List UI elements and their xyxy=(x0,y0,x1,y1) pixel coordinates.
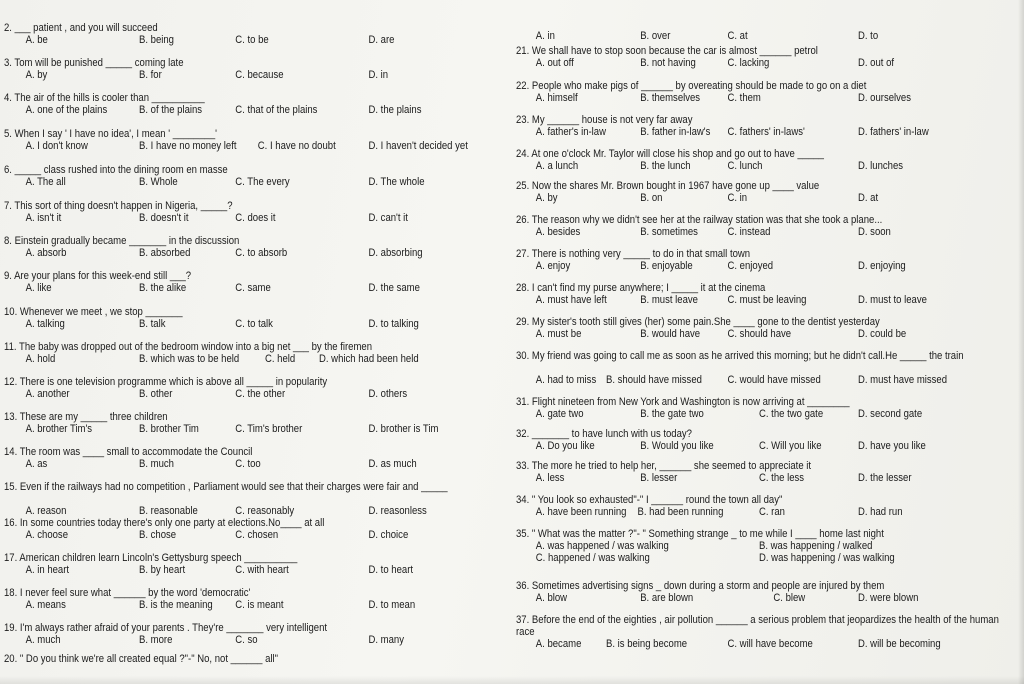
option-c[interactable]: C. would have missed xyxy=(727,374,821,386)
option-c[interactable]: C. held xyxy=(265,353,296,365)
option-a[interactable]: A. himself xyxy=(535,92,578,104)
option-d[interactable]: D. had run xyxy=(858,506,903,518)
question-stem: 23. My ______ house is not very far away xyxy=(516,114,693,126)
option-b[interactable]: B. Whole xyxy=(139,176,178,188)
question-26 xyxy=(516,214,971,238)
question-stem: 12. There is one television programme which is above all _____ in popularity xyxy=(4,376,328,388)
question-7 xyxy=(4,200,454,224)
question-stem: 3. Tom will be punished _____ coming late xyxy=(4,57,184,69)
option-d[interactable]: D. choice xyxy=(368,529,409,541)
option-a[interactable]: A. in xyxy=(535,30,555,42)
option-a[interactable]: A. means xyxy=(25,599,66,611)
question-19 xyxy=(4,622,454,646)
question-11 xyxy=(4,341,454,365)
question-3 xyxy=(4,57,454,81)
option-b[interactable]: B. chose xyxy=(139,529,177,541)
option-c[interactable]: C. The every xyxy=(235,176,290,188)
option-a[interactable]: A. Do you like xyxy=(535,440,595,452)
option-b[interactable]: B. more xyxy=(139,634,173,646)
option-b[interactable]: B. themselves xyxy=(640,92,701,104)
option-d[interactable]: D. absorbing xyxy=(368,247,423,259)
options-row xyxy=(4,634,454,646)
question-28 xyxy=(516,282,971,306)
question-stem: 26. The reason why we didn't see her at the railway station was that she took a plane... xyxy=(516,214,883,226)
option-b[interactable]: B. not having xyxy=(640,57,696,69)
question-stem: 6. _____ class rushed into the dining room en masse xyxy=(4,164,228,176)
option-d[interactable]: D. are xyxy=(368,34,395,46)
question-stem: 10. Whenever we meet , we stop _______ xyxy=(4,306,183,318)
question-stem: 17. American children learn Lincoln's Gettysburg speech __________ xyxy=(4,552,298,564)
option-d[interactable]: D. will be becoming xyxy=(858,638,941,650)
question-4 xyxy=(4,92,454,116)
option-b[interactable]: B. enjoyable xyxy=(640,260,693,272)
option-d[interactable]: D. to mean xyxy=(368,599,416,611)
option-b[interactable]: B. talk xyxy=(139,318,166,330)
options-row xyxy=(4,458,454,470)
option-d[interactable]: D. others xyxy=(368,388,408,400)
option-a[interactable]: A. another xyxy=(25,388,70,400)
options-row xyxy=(4,104,454,116)
option-b[interactable]: B. is the meaning xyxy=(139,599,213,611)
option-d[interactable]: D. was happening / was walking xyxy=(759,552,895,564)
option-d[interactable]: D. in xyxy=(368,69,389,81)
option-a[interactable]: A. isn't it xyxy=(25,212,62,224)
option-c[interactable]: C. I have no doubt xyxy=(257,140,336,152)
options-row xyxy=(4,599,454,611)
option-a[interactable]: A. reason xyxy=(25,505,67,517)
question-stem: 27. There is nothing very _____ to do in that small town xyxy=(516,248,751,260)
option-a[interactable]: A. much xyxy=(25,634,61,646)
question-20 xyxy=(4,653,454,665)
option-d[interactable]: D. at xyxy=(858,192,879,204)
option-a[interactable]: A. brother Tim's xyxy=(25,423,93,435)
option-b[interactable]: B. was happening / walked xyxy=(759,540,873,552)
option-a[interactable]: A. absorb xyxy=(25,247,67,259)
options-row xyxy=(4,140,468,152)
options-row xyxy=(516,160,971,172)
option-c[interactable]: C. Tim's brother xyxy=(235,423,303,435)
option-b[interactable]: B. is being become xyxy=(606,638,688,650)
question-stem: 15. Even if the railways had no competition , Parliament would see that their charges were fair and _____ xyxy=(4,481,448,493)
option-c[interactable]: C. to talk xyxy=(235,318,273,330)
question-37 xyxy=(516,614,999,650)
option-d[interactable]: D. must have missed xyxy=(858,374,948,386)
options-row xyxy=(4,564,454,576)
option-c[interactable]: C. that of the plains xyxy=(235,104,318,116)
option-b[interactable]: B. much xyxy=(139,458,174,470)
option-d[interactable]: D. lunches xyxy=(858,160,904,172)
option-a[interactable]: A. enjoy xyxy=(535,260,571,272)
option-d[interactable]: D. must to leave xyxy=(858,294,927,306)
scan-edge-shadow xyxy=(1018,0,1024,684)
question-15 xyxy=(4,481,454,517)
options-row xyxy=(4,353,454,365)
option-c[interactable]: C. the other xyxy=(235,388,286,400)
option-d[interactable]: D. as much xyxy=(368,458,417,470)
option-b[interactable]: B. I have no money left xyxy=(139,140,237,152)
question-stem: 19. I'm always rather afraid of your parents . They're _______ very intelligent xyxy=(4,622,328,634)
options-row xyxy=(4,423,454,435)
options-row xyxy=(4,69,454,81)
options-row xyxy=(516,260,971,272)
question-14 xyxy=(4,446,454,470)
option-c[interactable]: C. them xyxy=(727,92,761,104)
option-a[interactable]: A. blow xyxy=(535,592,568,604)
options-row xyxy=(516,592,971,604)
options-row xyxy=(516,328,971,340)
option-a[interactable]: A. like xyxy=(25,282,52,294)
option-a[interactable]: A. by xyxy=(25,69,48,81)
option-d[interactable]: D. the lesser xyxy=(858,472,912,484)
option-d[interactable]: D. brother is Tim xyxy=(368,423,439,435)
option-c[interactable]: C. Will you like xyxy=(759,440,822,452)
option-b[interactable]: B. over xyxy=(640,30,671,42)
question-35 xyxy=(516,528,971,564)
option-c[interactable]: C. must be leaving xyxy=(727,294,807,306)
question-6 xyxy=(4,164,454,188)
question-stem: 2. ___ patient , and you will succeed xyxy=(4,22,158,34)
bottom-edge-shadow xyxy=(0,676,1024,684)
option-c[interactable]: C. fathers' in-laws' xyxy=(727,126,805,138)
question-stem: 20. " Do you think we're all created equal ?"-" No, not ______ all" xyxy=(4,653,279,665)
question-stem: 4. The air of the hills is cooler than __________ xyxy=(4,92,205,104)
option-d[interactable]: D. could be xyxy=(858,328,907,340)
option-c[interactable]: C. enjoyed xyxy=(727,260,774,272)
option-a[interactable]: A. have been running xyxy=(535,506,627,518)
options-row xyxy=(4,388,454,400)
option-b[interactable]: B. reasonable xyxy=(139,505,198,517)
question-13 xyxy=(4,411,454,435)
option-d[interactable]: D. to xyxy=(858,30,879,42)
option-c[interactable]: C. happened / was walking xyxy=(535,552,650,564)
option-a[interactable]: A. out off xyxy=(535,57,574,69)
option-a[interactable]: A. less xyxy=(535,472,565,484)
option-c[interactable]: C. ran xyxy=(759,506,785,518)
option-a[interactable]: A. must have left xyxy=(535,294,607,306)
option-a[interactable]: A. in heart xyxy=(25,564,70,576)
option-d[interactable]: D. reasonless xyxy=(368,505,427,517)
question-31 xyxy=(516,396,971,420)
option-b[interactable]: B. other xyxy=(139,388,173,400)
option-d[interactable]: D. which had been held xyxy=(319,353,419,365)
option-b[interactable]: B. the gate two xyxy=(640,408,704,420)
option-c[interactable]: C. blew xyxy=(773,592,806,604)
option-c[interactable]: C. should have xyxy=(727,328,792,340)
option-b[interactable]: B. of the plains xyxy=(139,104,203,116)
options-row xyxy=(516,440,971,452)
question-stem: 8. Einstein gradually became _______ in the discussion xyxy=(4,235,240,247)
option-a[interactable]: A. must be xyxy=(535,328,582,340)
option-c[interactable]: C. at xyxy=(727,30,748,42)
options-row xyxy=(516,506,971,518)
question-20-options xyxy=(516,30,971,42)
option-a[interactable]: A. a lunch xyxy=(535,160,579,172)
option-a[interactable]: A. I don't know xyxy=(25,140,88,152)
options-row xyxy=(4,247,454,259)
options-row xyxy=(4,34,454,46)
option-b[interactable]: B. Would you like xyxy=(640,440,714,452)
option-d[interactable]: D. The whole xyxy=(368,176,425,188)
question-18 xyxy=(4,587,454,611)
option-c[interactable]: C. chosen xyxy=(235,529,279,541)
option-b[interactable]: B. the lunch xyxy=(640,160,691,172)
question-stem: 37. Before the end of the eighties , air pollution ______ a serious problem that jeopardizes the health of the human race xyxy=(516,614,999,638)
option-c[interactable]: C. to be xyxy=(235,34,269,46)
option-d[interactable]: D. to heart xyxy=(368,564,414,576)
question-stem: 35. " What was the matter ?"- " Something strange _ to me while I ____ home last night xyxy=(516,528,884,540)
option-b[interactable]: B. lesser xyxy=(640,472,678,484)
question-16 xyxy=(4,517,454,541)
option-d[interactable]: D. fathers' in-law xyxy=(858,126,929,138)
option-d[interactable]: D. enjoying xyxy=(858,260,906,272)
question-stem: 21. We shall have to stop soon because the car is almost ______ petrol xyxy=(516,45,818,57)
options-row xyxy=(4,176,454,188)
question-17 xyxy=(4,552,454,576)
option-b[interactable]: B. father in-law's xyxy=(640,126,711,138)
options-row xyxy=(516,294,971,306)
question-stem: 31. Flight nineteen from New York and Washington is now arriving at ________ xyxy=(516,396,850,408)
option-a[interactable]: A. as xyxy=(25,458,48,470)
question-stem: 29. My sister's tooth still gives (her) some pain.She ____ gone to the dentist yesterday xyxy=(516,316,880,328)
option-b[interactable]: B. brother Tim xyxy=(139,423,199,435)
question-stem: 30. My friend was going to call me as soon as he arrived this morning; but he didn't call.He _____ the train xyxy=(516,350,964,362)
option-d[interactable]: D. soon xyxy=(858,226,891,238)
options-row xyxy=(516,57,971,69)
options-row xyxy=(516,226,971,238)
option-a[interactable]: A. besides xyxy=(535,226,581,238)
options-row xyxy=(516,192,971,204)
option-c[interactable]: C. instead xyxy=(727,226,771,238)
question-stem: 28. I can't find my purse anywhere; I _____ it at the cinema xyxy=(516,282,766,294)
option-a[interactable]: A. one of the plains xyxy=(25,104,108,116)
question-stem: 18. I never feel sure what ______ by the word 'democratic' xyxy=(4,587,251,599)
question-29 xyxy=(516,316,971,340)
question-stem: 33. The more he tried to help her, ______ she seemed to appreciate it xyxy=(516,460,812,472)
question-stem: 36. Sometimes advertising signs _ down during a storm and people are injured by them xyxy=(516,580,885,592)
option-d[interactable]: D. many xyxy=(368,634,405,646)
option-a[interactable]: A. was happened / was walking xyxy=(535,540,669,552)
option-d[interactable]: D. the plains xyxy=(368,104,422,116)
question-stem: 9. Are your plans for this week-end still ___? xyxy=(4,270,192,282)
question-32 xyxy=(516,428,971,452)
option-c[interactable]: C. because xyxy=(235,69,284,81)
option-d[interactable]: D. were blown xyxy=(858,592,919,604)
options-row xyxy=(4,282,454,294)
question-stem: 7. This sort of thing doesn't happen in Nigeria, _____? xyxy=(4,200,233,212)
option-a[interactable]: A. talking xyxy=(25,318,65,330)
option-b[interactable]: B. the alike xyxy=(139,282,187,294)
question-33 xyxy=(516,460,971,484)
options-row xyxy=(4,505,454,517)
option-c[interactable]: C. the less xyxy=(759,472,805,484)
option-c[interactable]: C. to absorb xyxy=(235,247,288,259)
option-d[interactable]: D. out of xyxy=(858,57,895,69)
question-stem: 22. People who make pigs of ______ by overeating should be made to go on a diet xyxy=(516,80,867,92)
option-d[interactable]: D. to talking xyxy=(368,318,419,330)
option-b[interactable]: B. would have xyxy=(640,328,701,340)
option-d[interactable]: D. I haven't decided yet xyxy=(368,140,468,152)
option-b[interactable]: B. which was to be held xyxy=(139,353,240,365)
option-b[interactable]: B. by heart xyxy=(139,564,186,576)
options-row xyxy=(516,472,971,484)
question-stem: 13. These are my _____ three children xyxy=(4,411,168,423)
option-d[interactable]: D. second gate xyxy=(858,408,923,420)
options-row xyxy=(516,126,971,138)
options-row xyxy=(4,529,454,541)
question-27 xyxy=(516,248,971,272)
option-b[interactable]: B. should have missed xyxy=(606,374,702,386)
option-b[interactable]: B. sometimes xyxy=(640,226,698,238)
option-c[interactable]: C. so xyxy=(235,634,258,646)
question-stem: 14. The room was ____ small to accommodate the Council xyxy=(4,446,253,458)
options-row xyxy=(516,92,971,104)
question-24 xyxy=(516,148,971,172)
option-c[interactable]: C. reasonably xyxy=(235,505,295,517)
question-stem: 11. The baby was dropped out of the bedroom window into a big net ___ by the firemen xyxy=(4,341,373,353)
option-a[interactable]: A. had to miss xyxy=(535,374,597,386)
question-stem: 25. Now the shares Mr. Brown bought in 1967 have gone up ____ value xyxy=(516,180,820,192)
option-a[interactable]: A. by xyxy=(535,192,558,204)
options-row xyxy=(516,540,971,564)
option-d[interactable]: D. can't it xyxy=(368,212,408,224)
question-36 xyxy=(516,580,971,604)
option-b[interactable]: B. doesn't it xyxy=(139,212,189,224)
question-5 xyxy=(4,128,468,152)
question-25 xyxy=(516,180,971,204)
option-a[interactable]: A. be xyxy=(25,34,48,46)
option-b[interactable]: B. must leave xyxy=(640,294,698,306)
options-row xyxy=(516,30,971,42)
options-row xyxy=(516,638,971,650)
question-2 xyxy=(4,22,454,46)
options-row xyxy=(4,212,454,224)
option-a[interactable]: A. choose xyxy=(25,529,69,541)
question-10 xyxy=(4,306,454,330)
question-34 xyxy=(516,494,971,518)
option-c[interactable]: C. same xyxy=(235,282,271,294)
question-9 xyxy=(4,270,454,294)
option-b[interactable]: B. being xyxy=(139,34,174,46)
question-23 xyxy=(516,114,971,138)
option-b[interactable]: B. for xyxy=(139,69,162,81)
option-d[interactable]: D. ourselves xyxy=(858,92,912,104)
options-row xyxy=(4,318,454,330)
option-c[interactable]: C. in xyxy=(727,192,748,204)
option-d[interactable]: D. the same xyxy=(368,282,420,294)
option-b[interactable]: B. are blown xyxy=(640,592,694,604)
option-a[interactable]: A. gate two xyxy=(535,408,584,420)
option-a[interactable]: A. The all xyxy=(25,176,66,188)
question-12 xyxy=(4,376,454,400)
question-stem: 24. At one o'clock Mr. Taylor will close his shop and go out to have _____ xyxy=(516,148,824,160)
question-stem: 32. _______ to have lunch with us today? xyxy=(516,428,692,440)
options-row xyxy=(516,374,971,386)
question-30 xyxy=(516,350,971,386)
question-22 xyxy=(516,80,971,104)
option-c[interactable]: C. the two gate xyxy=(759,408,824,420)
option-b[interactable]: B. on xyxy=(640,192,663,204)
option-c[interactable]: C. with heart xyxy=(235,564,289,576)
options-row xyxy=(516,408,971,420)
option-c[interactable]: C. is meant xyxy=(235,599,284,611)
question-stem: 5. When I say ' I have no idea', I mean ' ________' xyxy=(4,128,217,140)
option-a[interactable]: A. hold xyxy=(25,353,56,365)
question-stem: 16. In some countries today there's only one party at elections.No____ at all xyxy=(4,517,325,529)
option-c[interactable]: C. does it xyxy=(235,212,276,224)
option-c[interactable]: C. lacking xyxy=(727,57,770,69)
question-8 xyxy=(4,235,454,259)
option-c[interactable]: C. will have become xyxy=(727,638,813,650)
question-stem: 34. " You look so exhausted"-" I ______ round the town all day" xyxy=(516,494,783,506)
option-a[interactable]: A. father's in-law xyxy=(535,126,606,138)
option-d[interactable]: D. have you like xyxy=(858,440,926,452)
question-21 xyxy=(516,45,971,69)
option-b[interactable]: B. absorbed xyxy=(139,247,191,259)
option-c[interactable]: C. lunch xyxy=(727,160,763,172)
option-a[interactable]: A. became xyxy=(535,638,582,650)
option-b[interactable]: B. had been running xyxy=(637,506,724,518)
option-c[interactable]: C. too xyxy=(235,458,261,470)
